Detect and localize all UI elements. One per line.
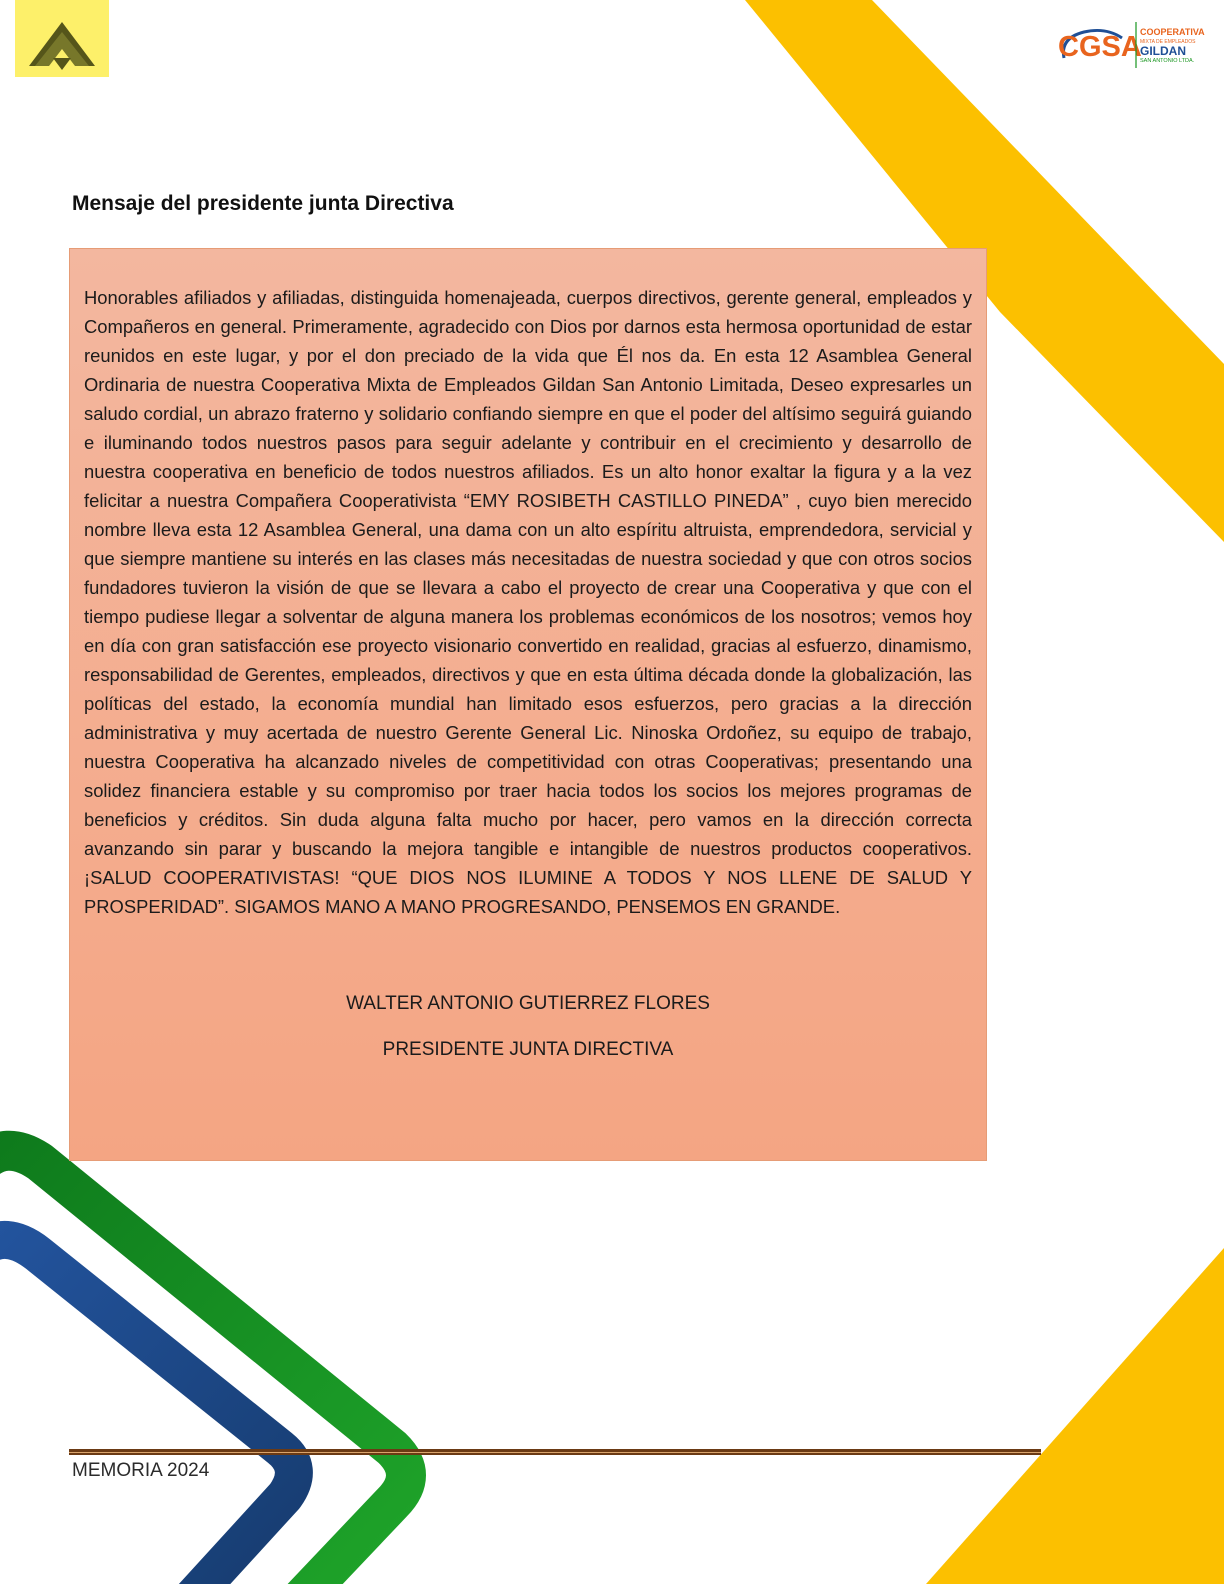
brand-line-1: COOPERATIVA — [1140, 27, 1205, 37]
signature-block — [84, 981, 972, 1073]
footer-divider — [69, 1449, 1041, 1455]
footer-label: MEMORIA 2024 — [72, 1460, 210, 1481]
brand-acronym: CGSA — [1058, 31, 1142, 63]
page-title: Mensaje del presidente junta Directiva — [72, 192, 454, 215]
blue-chevron-stripe — [0, 1240, 294, 1584]
brand-line-3: GILDAN — [1140, 44, 1186, 58]
brand-line-4: SAN ANTONIO LTDA. — [1140, 58, 1195, 64]
signature-name: WALTER ANTONIO GUTIERREZ FLORES — [346, 993, 710, 1014]
message-body: Honorables afiliados y afiliadas, distinguida homenajeada, cuerpos directivos, gerente general, empleados y Compañeros en general. Primeramente, agradecido con Dios por darnos esta hermosa oportunidad de estar reunidos en este lugar, y por el don preciado de la vida que Él nos da. En esta 12 Asamblea General Ordinaria de nuestra Cooperativa Mixta de Empleados Gildan San Antonio Limitada, Deseo expresarles un saludo cordial, un abrazo fraterno y solidario confiando siempre en que el poder del altísimo seguirá guiando e iluminando todos nuestros pasos para seguir adelante y contribuir en el crecimiento y desarrollo de nuestra cooperativa en beneficio de todos nuestros afiliados. Es un alto honor exaltar la figura y a la vez felicitar a nuestra Compañera Cooperativista “EMY ROSIBETH CASTILLO PINEDA” , cuyo bien merecido nombre lleva esta 12 Asamblea General, una dama con un alto espíritu altruista, emprendedora, servicial y que siempre mantiene su interés en las clases más necesitadas de nuestra sociedad y que con otros socios fundadores tuvieron la visión de que se llevara a cabo el proyecto de crear una Cooperativa y que con el tiempo pudiese llegar a solventar de alguna manera los problemas económicos de los nosotros; vemos hoy en día con gran satisfacción ese proyecto visionario convertido en realidad, gracias al esfuerzo, dinamismo, responsabilidad de Gerentes, empleados, directivos y que en esta última década donde la globalización, las políticas del estado, la economía mundial han limitado esos esfuerzos, pero gracias a la dirección administrativa y muy acertada de nuestro Gerente General Lic. Ninoska Ordoñez, su equipo de trabajo, nuestra Cooperativa ha alcanzado niveles de competitividad con otras Cooperativas; presentando una solidez financiera estable y su compromiso por traer hacia todos los socios los mejores programas de beneficios y créditos. Sin duda alguna falta mucho por hacer, pero vamos en la dirección correcta avanzando sin parar y buscando la mejora tangible e intangible de nuestros productos cooperativos. ¡SALUD COOPERATIVISTAS! “QUE DIOS NOS ILUMINE A TODOS Y NOS LLENE DE SALUD Y PROSPERIDAD”. SIGAMOS MANO A MANO PROGRESANDO, PENSEMOS EN GRANDE. — [84, 287, 972, 917]
signature-title: PRESIDENTE JUNTA DIRECTIVA — [382, 1039, 674, 1060]
corner-logo — [15, 0, 109, 77]
pine-tree-arrow-icon — [15, 0, 109, 77]
president-message-box — [69, 248, 987, 1161]
yellow-diagonal-band-bottom — [926, 1248, 1224, 1584]
brand-line-2: MIXTA DE EMPLEADOS — [1140, 39, 1196, 45]
cooperative-brand-logo — [1056, 18, 1220, 74]
